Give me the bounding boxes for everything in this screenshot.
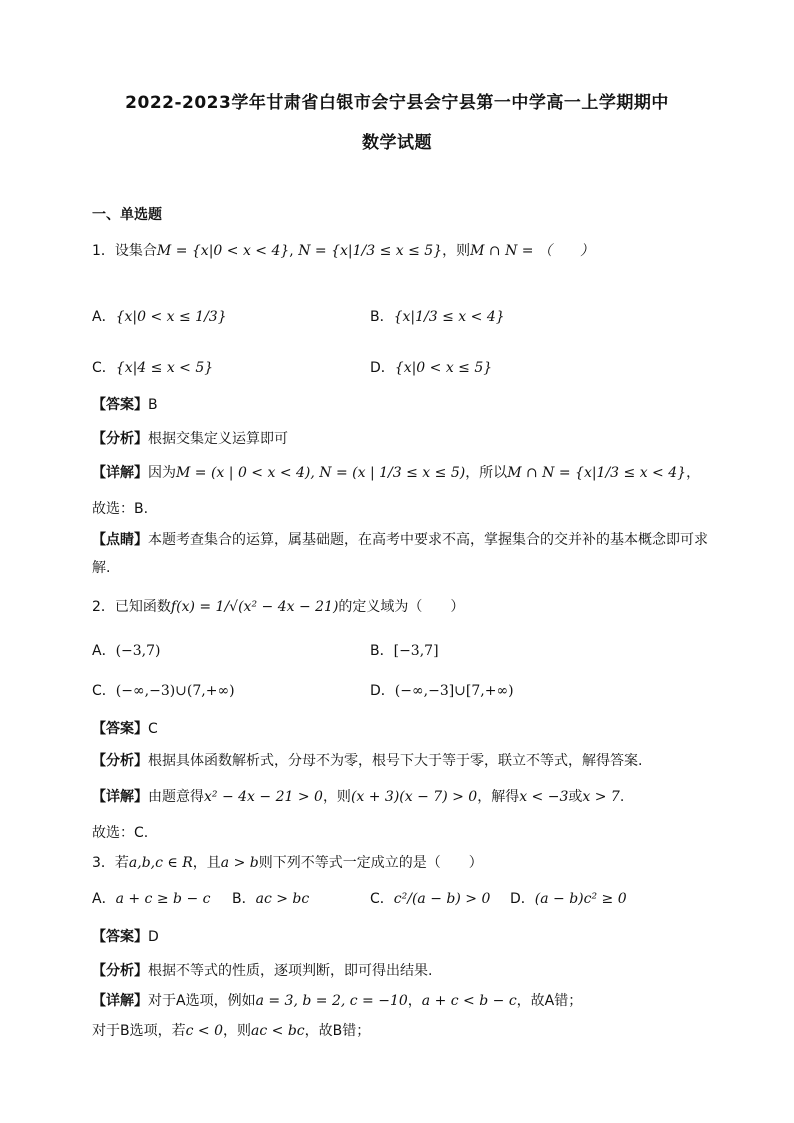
answer-tag: 【答案】 xyxy=(92,397,148,413)
q1-stem-prefix: 1．设集合 xyxy=(92,243,157,259)
detail-math: a + c < b − c xyxy=(421,993,517,1009)
q1-set-n: N = {x|1/3 ≤ x ≤ 5} xyxy=(298,243,443,259)
q3-answer xyxy=(92,926,712,946)
q3-option-a xyxy=(92,888,210,908)
q3-cond: a,b,c ∈ R xyxy=(128,855,193,871)
detail-tag: 【详解】 xyxy=(92,465,148,481)
option-text: a + c ≥ b − c xyxy=(115,891,211,907)
q3-option-c xyxy=(370,888,490,908)
detail-end: . xyxy=(619,789,625,805)
option-label: B． xyxy=(232,891,256,907)
q2-option-a xyxy=(92,640,161,660)
q1-answer xyxy=(92,394,712,414)
option-text: (−∞,−3)∪(7,+∞) xyxy=(115,683,235,699)
detail-end: ，故B错； xyxy=(304,1023,371,1039)
q3-detail-a xyxy=(92,990,712,1010)
q3-detail-b xyxy=(92,1020,712,1040)
detail-mid: ，所以 xyxy=(465,465,508,481)
detail-math: (x + 3)(x − 7) > 0 xyxy=(350,789,478,805)
q3-stem-prefix: 3．若 xyxy=(92,855,129,871)
option-text: (−∞,−3]∪[7,+∞) xyxy=(394,683,514,699)
analysis-text: 根据具体函数解析式，分母不为零，根号下大于等于零，联立不等式，解得答案. xyxy=(148,753,643,769)
option-label: A． xyxy=(92,309,116,325)
detail-mid: ，则 xyxy=(322,789,351,805)
q3-stem-suffix: 则下列不等式一定成立的是（ ） xyxy=(258,855,483,871)
comment-text: 本题考查集合的运算，属基础题，在高考中要求不高，掌握集合的交并补的基本概念即可求解. xyxy=(92,532,708,576)
q2-function: f(x) = 1/√(x² − 4x − 21) xyxy=(170,599,339,615)
q2-answer xyxy=(92,718,712,738)
answer-tag: 【答案】 xyxy=(92,721,148,737)
option-text: {x|0 < x ≤ 5} xyxy=(394,360,493,376)
detail-sep: ， xyxy=(407,993,422,1009)
q2-detail xyxy=(92,786,712,806)
option-label: D． xyxy=(370,360,395,376)
detail-math: M ∩ N = {x|1/3 ≤ x < 4} xyxy=(507,465,687,481)
analysis-tag: 【分析】 xyxy=(92,753,148,769)
option-text: (a − b)c² ≥ 0 xyxy=(534,891,627,907)
q3-analysis xyxy=(92,960,712,980)
q1-option-b xyxy=(370,306,505,326)
q3-option-b xyxy=(232,888,309,908)
option-label: C． xyxy=(370,891,394,907)
q2-option-d xyxy=(370,680,514,700)
detail-mid: ，解得 xyxy=(477,789,520,805)
detail-prefix: 对于B选项，若 xyxy=(92,1023,186,1039)
detail-end: ， xyxy=(686,465,701,481)
analysis-text: 根据交集定义运算即可 xyxy=(148,431,288,447)
q3-option-d xyxy=(510,888,627,908)
document-title-line1: 2022-2023学年甘肃省白银市会宁县会宁县第一中学高一上学期期中 xyxy=(125,93,669,113)
option-text: {x|1/3 ≤ x < 4} xyxy=(393,309,505,325)
answer-value: C xyxy=(148,721,158,737)
detail-prefix: 因为 xyxy=(148,465,176,481)
option-label: B． xyxy=(370,643,394,659)
q1-stem-suffix: ，则 xyxy=(442,243,471,259)
q1-ask: M ∩ N = （ ） xyxy=(470,243,594,259)
detail-math: ac < bc xyxy=(251,1023,305,1039)
analysis-text: 根据不等式的性质，逐项判断，即可得出结果. xyxy=(148,963,433,979)
answer-tag: 【答案】 xyxy=(92,929,148,945)
detail-or: 或 xyxy=(568,789,583,805)
detail-prefix: 对于A选项，例如 xyxy=(148,993,256,1009)
q1-comment xyxy=(92,526,712,582)
answer-value: D xyxy=(148,929,159,945)
analysis-tag: 【分析】 xyxy=(92,963,148,979)
q3-stem xyxy=(92,852,712,872)
detail-math: x² − 4x − 21 > 0 xyxy=(204,789,323,805)
detail-prefix: 由题意得 xyxy=(148,789,204,805)
answer-value: B xyxy=(148,397,158,413)
section-heading: 一、单选题 xyxy=(92,207,162,223)
option-text: {x|4 ≤ x < 5} xyxy=(115,360,214,376)
option-label: D． xyxy=(370,683,395,699)
q1-option-d xyxy=(370,357,492,377)
detail-mid: ，则 xyxy=(223,1023,251,1039)
q2-stem xyxy=(92,596,712,616)
q1-analysis xyxy=(92,428,712,448)
option-label: B． xyxy=(370,309,394,325)
q2-option-c xyxy=(92,680,235,700)
comment-tag: 【点睛】 xyxy=(92,532,148,548)
detail-math: x < −3 xyxy=(519,789,569,805)
option-label: C． xyxy=(92,360,116,376)
option-label: C． xyxy=(92,683,116,699)
analysis-tag: 【分析】 xyxy=(92,431,148,447)
option-text: [−3,7] xyxy=(393,643,439,659)
q1-option-c xyxy=(92,357,213,377)
detail-math: M = (x | 0 < x < 4), N = (x | 1/3 ≤ x ≤ 5) xyxy=(176,465,466,481)
option-text: c²/(a − b) > 0 xyxy=(393,891,491,907)
q1-set-m: M = {x|0 < x < 4} xyxy=(156,243,290,259)
detail-tag: 【详解】 xyxy=(92,789,148,805)
detail-math: c < 0 xyxy=(185,1023,223,1039)
q3-cond: a > b xyxy=(220,855,259,871)
detail-end: ，故A错； xyxy=(516,993,583,1009)
q2-option-b xyxy=(370,640,439,660)
option-label: A． xyxy=(92,643,116,659)
option-label: D． xyxy=(510,891,535,907)
detail-math: a = 3, b = 2, c = −10 xyxy=(255,993,408,1009)
document-title-line2: 数学试题 xyxy=(362,133,432,153)
option-label: A． xyxy=(92,891,116,907)
q1-stem: 1．设集合M = {x|0 < x < 4}, N = {x|1/3 ≤ x ≤ 5}，则M ∩ N = （ ） xyxy=(92,243,594,259)
q1-option-a xyxy=(92,306,227,326)
q2-analysis xyxy=(92,750,712,770)
q1-choose: 故选：B. xyxy=(92,501,149,517)
q2-stem-prefix: 2．已知函数 xyxy=(92,599,171,615)
q2-stem-suffix: 的定义域为（ ） xyxy=(338,599,465,615)
q3-stem-mid: ，且 xyxy=(192,855,221,871)
q2-choose: 故选：C. xyxy=(92,825,149,841)
detail-tag: 【详解】 xyxy=(92,993,148,1009)
detail-math: x > 7 xyxy=(582,789,620,805)
option-text: (−3,7) xyxy=(115,643,161,659)
q1-detail xyxy=(92,462,712,482)
option-text: ac > bc xyxy=(255,891,310,907)
option-text: {x|0 < x ≤ 1/3} xyxy=(115,309,227,325)
